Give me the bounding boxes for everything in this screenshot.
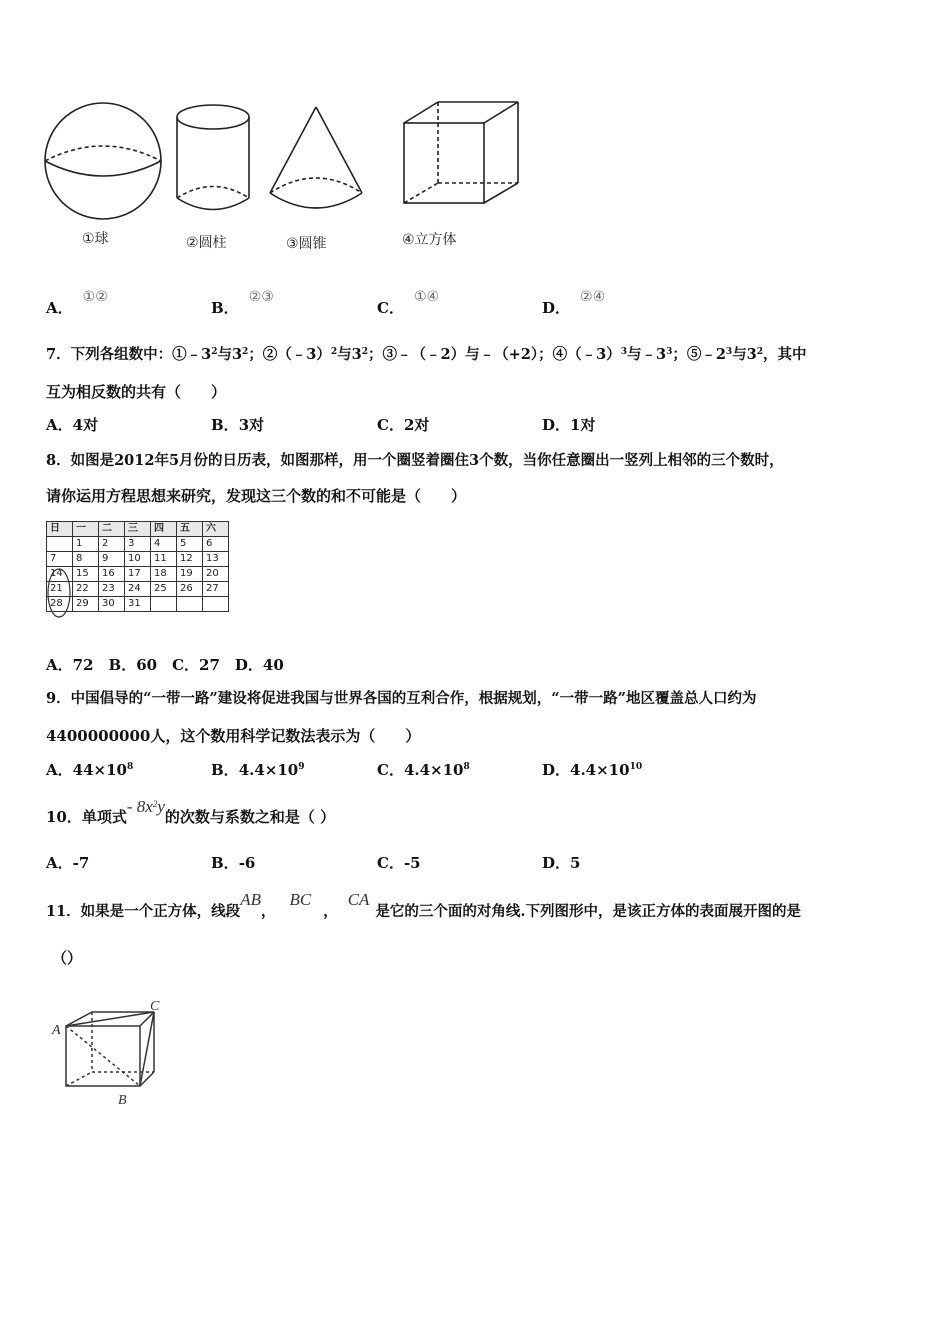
sphere-label: ①球 [82, 231, 109, 247]
q10-option-c[interactable]: C．-5 [377, 854, 421, 872]
calendar-cell: 9 [99, 552, 125, 567]
calendar-cell: 8 [73, 552, 99, 567]
calendar-cell: 26 [177, 582, 203, 597]
calendar-cell: 14 [47, 567, 73, 582]
calendar-cell: 22 [73, 582, 99, 597]
calendar-cell: 20 [203, 567, 229, 582]
q7-option-d[interactable]: D．1对 [542, 416, 596, 434]
segment-bc: BC [289, 890, 312, 909]
option-value: ②③ [248, 289, 274, 305]
calendar-circle-mark [46, 567, 72, 619]
q7-option-c[interactable]: C．2对 [377, 416, 430, 434]
cube-diagonals-figure [48, 996, 178, 1116]
calendar-cell [47, 537, 73, 552]
calendar-cell: 6 [203, 537, 229, 552]
calendar-table [46, 521, 229, 612]
calendar-cell: 2 [99, 537, 125, 552]
calendar-cell: 10 [125, 552, 151, 567]
calendar-figure [46, 521, 229, 612]
calendar-cell: 15 [73, 567, 99, 582]
calendar-header-cell: 六 [203, 522, 229, 537]
calendar-cell: 31 [125, 597, 151, 612]
q11-stem-line1: 11．如果是一个正方体，线段AB，BC，CA是它的三个面的对角线.下列图形中，是该正方体的表面展开图的是 [46, 890, 801, 920]
q9-option-b[interactable]: B．$4.4\times 10^9$ [211, 761, 305, 779]
calendar-header-cell: 一 [73, 522, 99, 537]
calendar-cell: 17 [125, 567, 151, 582]
calendar-cell: 30 [99, 597, 125, 612]
q8-stem-line1: 8．如图是2012年5月份的日历表，如图那样，用一个圈竖着圈住3个数，当你任意圈出一竖列上相邻的三个数时， [46, 452, 784, 469]
calendar-cell: 1 [73, 537, 99, 552]
calendar-cell: 16 [99, 567, 125, 582]
q7-stem-line1: 7．下列各组数中：$①﹣3^2$与$3^2$；②（﹣3）$^2$与$3^2$；③﹣（﹣2）与﹣（+2）；④（﹣3）$^3$与$﹣3^3$；$⑤﹣2^3$与$3^2$，其中 [46, 346, 807, 363]
sphere-figure [45, 103, 161, 219]
q10-option-b[interactable]: B．-6 [211, 854, 256, 872]
calendar-cell: 29 [73, 597, 99, 612]
q10-stem: 10．单项式- $8x^2y$的次数与系数之和是（ ） [46, 797, 336, 826]
calendar-header-cell: 四 [151, 522, 177, 537]
calendar-cell: 28 [47, 597, 73, 612]
q6-option-c[interactable] [377, 289, 440, 319]
option-letter: D． [542, 299, 571, 317]
q10-option-d[interactable]: D．5 [542, 854, 581, 872]
calendar-cell: 11 [151, 552, 177, 567]
calendar-cell: 23 [99, 582, 125, 597]
cone-figure [270, 107, 362, 208]
vertex-label-b: B [118, 1093, 127, 1108]
calendar-cell: 13 [203, 552, 229, 567]
cylinder-figure [177, 105, 249, 210]
q8-options[interactable]: A．72 B．60 C．27 D．40 [46, 656, 284, 674]
q6-option-b[interactable] [211, 289, 274, 319]
calendar-header-cell: 五 [177, 522, 203, 537]
option-value: ①② [82, 289, 108, 305]
calendar-header-cell: 三 [125, 522, 151, 537]
q6-option-d[interactable] [542, 289, 606, 319]
monomial: - $8x^2y$ [126, 797, 165, 816]
calendar-cell: 19 [177, 567, 203, 582]
cone-label: ③圆锥 [286, 236, 327, 252]
q9-option-a[interactable]: A．$44\times 10^8$ [46, 761, 134, 779]
q11-stem-line2: （） [52, 949, 83, 967]
calendar-cell: 3 [125, 537, 151, 552]
calendar-cell: 25 [151, 582, 177, 597]
q7-stem-line2: 互为相反数的共有（ ） [46, 383, 227, 401]
calendar-cell: 7 [47, 552, 73, 567]
cylinder-label: ②圆柱 [186, 235, 227, 251]
q9-option-d[interactable]: D．$4.4\times 10^{10}$ [542, 761, 643, 779]
option-letter: B． [211, 299, 239, 317]
calendar-cell [177, 597, 203, 612]
q10-option-a[interactable]: A．-7 [46, 854, 90, 872]
option-value: ②④ [580, 289, 606, 305]
calendar-cell: 21 [47, 582, 73, 597]
calendar-cell: 24 [125, 582, 151, 597]
calendar-cell [151, 597, 177, 612]
q9-stem-line1: 9．中国倡导的“一带一路”建设将促进我国与世界各国的互利合作，根据规划，“一带一路”地区覆盖总人口约为 [46, 690, 757, 707]
option-value: ①④ [413, 289, 440, 305]
q9-stem-line2: 4400000000人，这个数用科学记数法表示为（ ） [46, 727, 421, 745]
option-letter: A． [46, 299, 73, 317]
segment-ab: AB [240, 890, 261, 909]
q7-option-b[interactable]: B．3对 [211, 416, 265, 434]
segment-ca: CA [347, 890, 370, 909]
calendar-cell: 12 [177, 552, 203, 567]
cube-label: ④立方体 [402, 232, 457, 248]
option-letter: C． [377, 299, 404, 317]
calendar-cell: 27 [203, 582, 229, 597]
cube-figure [404, 102, 518, 203]
calendar-cell: 5 [177, 537, 203, 552]
calendar-cell [203, 597, 229, 612]
calendar-cell: 4 [151, 537, 177, 552]
q7-option-a[interactable]: A．4对 [46, 416, 99, 434]
vertex-label-a: A [52, 1023, 61, 1038]
calendar-header-cell: 日 [47, 522, 73, 537]
q8-stem-line2: 请你运用方程思想来研究，发现这三个数的和不可能是（ ） [46, 487, 467, 505]
q6-option-a[interactable] [46, 289, 108, 319]
calendar-cell: 18 [151, 567, 177, 582]
vertex-label-c: C [150, 999, 160, 1014]
calendar-header-cell: 二 [99, 522, 125, 537]
q9-option-c[interactable]: C．$4.4\times 10^8$ [377, 761, 470, 779]
